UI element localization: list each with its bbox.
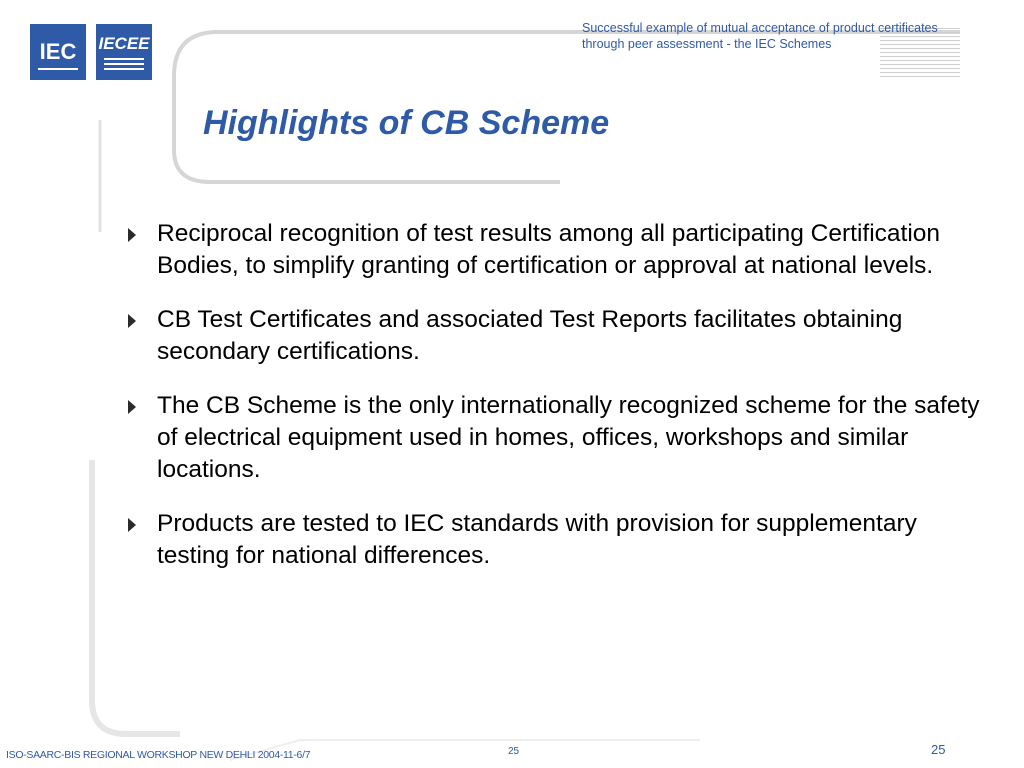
bullet-text: CB Test Certificates and associated Test Reports facilitates obtaining secondary certifications. (157, 306, 903, 365)
bullet-text: Products are tested to IEC standards with provision for supplementary testing for national differences. (157, 510, 917, 569)
iecee-logo-bars (104, 58, 144, 70)
iecee-logo (96, 24, 152, 80)
header-subtitle-line1: Successful example of mutual acceptance of product certificates (582, 21, 938, 35)
footer-page-number-center: 25 (508, 746, 520, 757)
bullet-item (125, 218, 985, 282)
footer-page-number: 25 (931, 742, 946, 757)
bullet-item (125, 508, 985, 572)
triangle-right-icon (128, 314, 136, 328)
header-subtitle-line2: through peer assessment - the IEC Schemes (582, 37, 832, 51)
bullet-text: Reciprocal recognition of test results among all participating Certification Bodies, to simplify granting of certification or approval at national levels. (157, 220, 941, 279)
bullet-item (125, 390, 985, 486)
bullet-list (125, 218, 985, 594)
iec-logo-text: IEC (39, 39, 77, 64)
iec-logo (30, 24, 86, 80)
iecee-logo-text: IECEE (98, 34, 150, 53)
slide-title: Highlights of CB Scheme (203, 104, 610, 142)
triangle-right-icon (128, 400, 136, 414)
triangle-right-icon (128, 518, 136, 532)
bullet-text: The CB Scheme is the only internationally recognized scheme for the safety of electrical equipment used in homes, offices, workshops and similar locations. (157, 392, 980, 483)
bullet-item (125, 304, 985, 368)
footer-workshop: ISO-SAARC-BIS REGIONAL WORKSHOP NEW DEHLI 2004-11-6/7 (6, 749, 311, 761)
triangle-right-icon (128, 228, 136, 242)
header-subtitle (582, 20, 1002, 52)
